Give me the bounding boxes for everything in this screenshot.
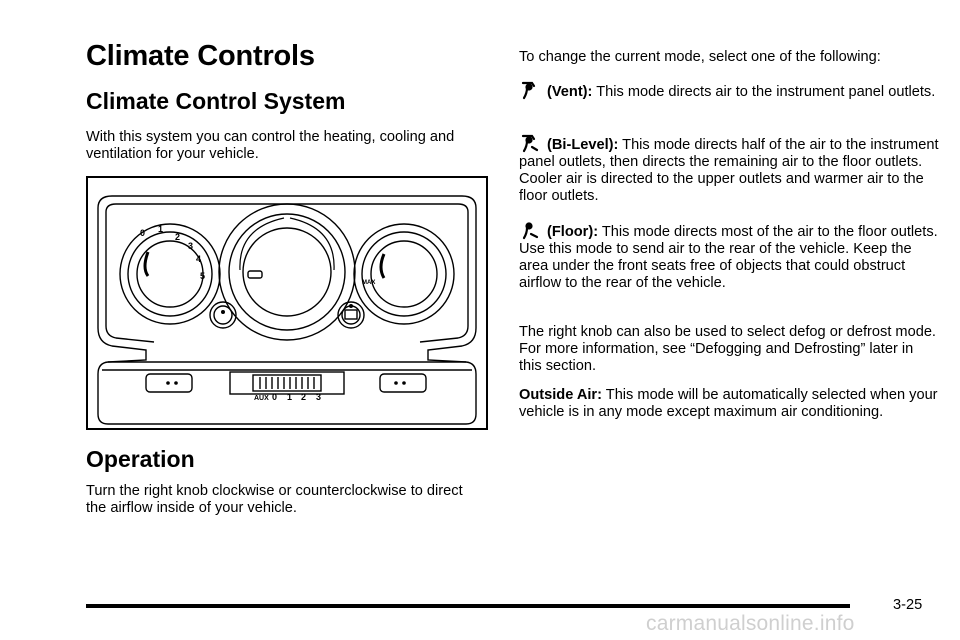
section-body-intro: With this system you can control the heating, cooling and ventilation for your vehicle. <box>86 129 455 162</box>
max-label: MAX <box>362 280 376 286</box>
fan-label-1: 1 <box>158 224 164 234</box>
aux-position-2: 2 <box>301 392 307 402</box>
vent-mode-icon <box>519 80 543 100</box>
aux-position-0: 0 <box>272 392 278 402</box>
mode-intro: To change the current mode, select one of the following: <box>519 49 881 65</box>
floor-mode-text: This mode directs most of the air to the floor outlets. Use this mode to send air to the rear of the vehicle. Keep the area under the front seats free of objects that could obstruct airflow to the rear of the vehicle. <box>519 224 938 291</box>
fan-label-4: 4 <box>196 254 202 264</box>
outside-air-text: This mode will be automatically selected when your vehicle is in any mode except maximum air conditioning. <box>519 387 938 420</box>
bilevel-mode-icon <box>519 133 543 153</box>
floor-mode-label: (Floor): <box>547 224 599 240</box>
watermark: carmanualsonline.info <box>646 612 855 635</box>
outside-air-paragraph <box>519 387 939 421</box>
footer-rule <box>86 604 850 608</box>
page-number: 3-25 <box>893 597 923 613</box>
aux-label: AUX <box>254 395 269 402</box>
bilevel-mode-label: (Bi-Level): <box>547 137 619 153</box>
fan-label-0: 0 <box>140 228 146 238</box>
vent-mode-text: This mode directs air to the instrument panel outlets. <box>596 84 936 100</box>
fan-label-2: 2 <box>175 232 181 242</box>
climate-control-panel-figure <box>86 176 488 430</box>
aux-position-3: 3 <box>316 392 322 402</box>
floor-mode-icon <box>519 220 543 240</box>
aux-position-1: 1 <box>287 392 293 402</box>
bilevel-mode-text: This mode directs half of the air to the instrument panel outlets, then directs the remaining air to the floor outlets. Cooler air is directed to the upper outlets and warmer air to the floor outlets. <box>519 137 939 204</box>
fan-label-3: 3 <box>188 241 194 251</box>
vent-mode-label: (Vent): <box>547 84 593 100</box>
page-heading: Climate Controls <box>86 40 315 72</box>
fan-label-5: 5 <box>200 271 206 281</box>
section-body-operation: Turn the right knob clockwise or counterclockwise to direct the airflow inside of your vehicle. <box>86 483 463 516</box>
defog-paragraph: The right knob can also be used to select defog or defrost mode. For more information, see “Defogging and Defrosting” later in this section. <box>519 324 936 374</box>
climate-panel-illustration <box>88 178 486 428</box>
section-title-operation: Operation <box>86 446 195 472</box>
section-title-climate-control-system: Climate Control System <box>86 88 346 114</box>
floor-mode-paragraph <box>519 220 939 292</box>
outside-air-label: Outside Air: <box>519 387 602 403</box>
bilevel-mode-paragraph <box>519 133 939 205</box>
vent-mode-paragraph <box>519 80 939 101</box>
